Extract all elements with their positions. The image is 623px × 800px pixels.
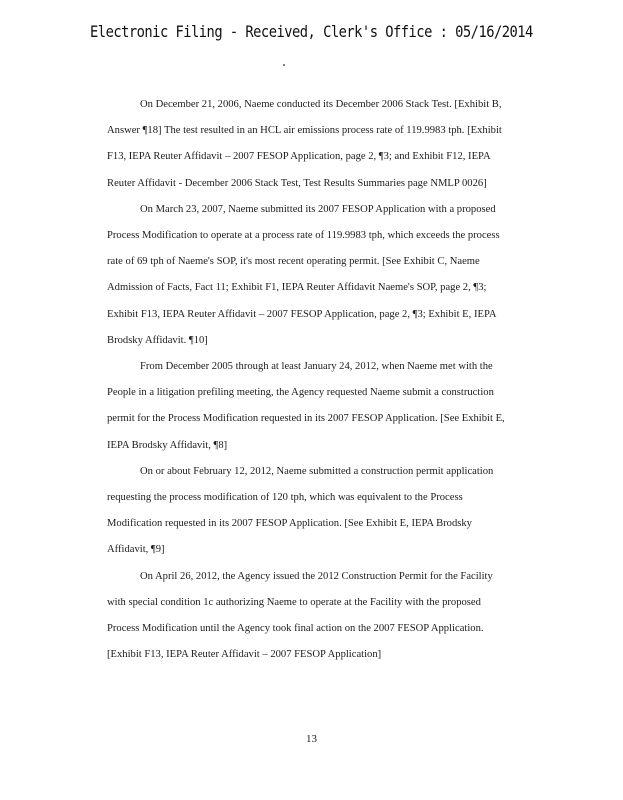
filing-stamp-header: Electronic Filing - Received, Clerk's Office : 05/16/2014: [90, 22, 533, 41]
page-number: 13: [306, 733, 317, 745]
paragraph-construction-permit-issued: On April 26, 2012, the Agency issued the 2012 Construction Permit for the Facility with special condition 1c authorizing Naeme to operate at the Facility with the proposed Process Modification until the Agency took final action on the 2007 FESOP Application. [Exhibit F13, IEPA Reuter Affidavit – 2007 FESOP Application]: [107, 570, 493, 661]
paragraph-permit-application-submitted: On or about February 12, 2012, Naeme submitted a construction permit application requesting the process modification of 120 tph, which was equivalent to the Process Modification requested in its 2007 FESOP Application. [See Exhibit E, IEPA Brodsky Affidavit, ¶9]: [107, 465, 494, 556]
scan-speck: [283, 64, 285, 66]
paragraph-fesop-application: On March 23, 2007, Naeme submitted its 2007 FESOP Application with a proposed Process Modification to operate at a process rate of 119.9983 tph, which exceeds the process rate of 69 tph of Naeme's SOP, it's most recent operating permit. [See Exhibit C, Naeme Admission of Facts, Fact 11; Exhibit F1, IEPA Reuter Affidavit Naeme's SOP, page 2, ¶3; Exhibit F13, IEPA Reuter Affidavit – 2007 FESOP Application, page 2, ¶3; Exhibit E, IEPA Brodsky Affidavit. ¶10]: [107, 203, 500, 346]
document-body: [107, 92, 511, 668]
paragraph-construction-permit-request: From December 2005 through at least January 24, 2012, when Naeme met with the People in a litigation prefiling meeting, the Agency requested Naeme submit a construction permit for the Process Modification requested in its 2007 FESOP Application. [See Exhibit E, IEPA Brodsky Affidavit, ¶8]: [107, 361, 505, 451]
paragraph-stack-test: On December 21, 2006, Naeme conducted its December 2006 Stack Test. [Exhibit B, Answer ¶18] The test resulted in an HCL air emissions process rate of 119.9983 tph. [Exhibit F13, IEPA Reuter Affidavit – 2007 FESOP Application, page 2, ¶3; and Exhibit F12, IEPA Reuter Affidavit - December 2006 Stack Test, Test Results Summaries page NMLP 0026]: [107, 99, 502, 189]
